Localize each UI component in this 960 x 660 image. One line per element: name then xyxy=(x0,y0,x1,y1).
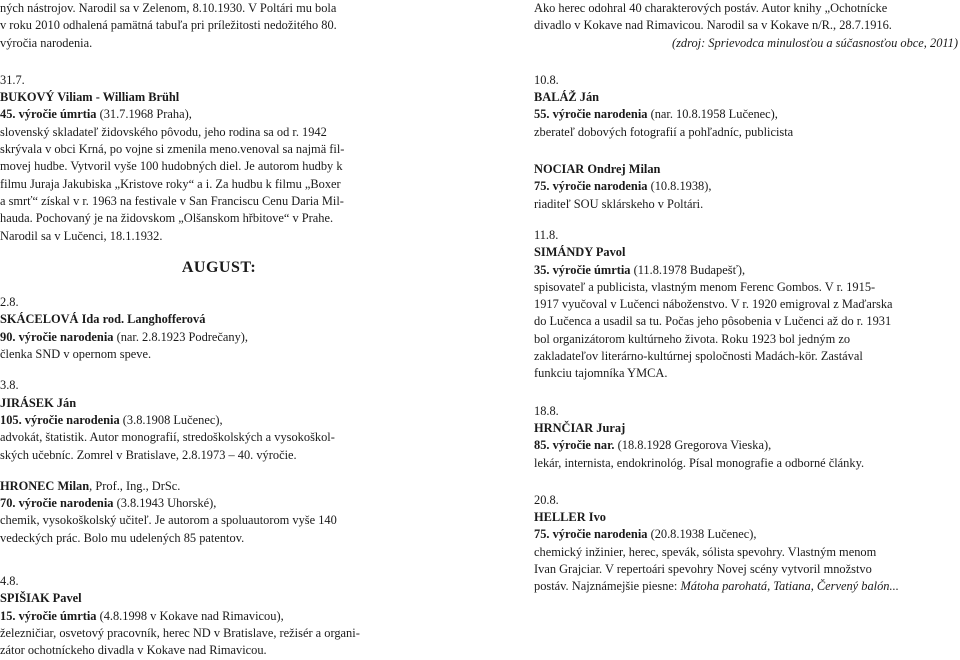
anniversary-detail: (nar. 10.8.1958 Lučenec), xyxy=(647,107,778,122)
entry-name: SKÁCELOVÁ Ida rod. Langhofferová xyxy=(0,312,206,327)
entry-anniversary xyxy=(0,106,438,123)
entry-date: 18.8. xyxy=(534,403,559,418)
entry-name: HELLER Ivo xyxy=(534,510,606,525)
entry-hrnciar xyxy=(534,403,958,472)
entry-date: 10.8. xyxy=(534,72,559,87)
anniversary-label: 35. výročie úmrtia xyxy=(534,262,631,277)
entry-anniversary xyxy=(534,526,958,543)
entry-name: SPIŠIAK Pavel xyxy=(0,591,82,606)
entry-text-line: riaditeľ SOU sklárskeho v Poltári. xyxy=(534,196,704,211)
entry-balaz xyxy=(534,72,958,141)
entry-text-line: slovenský skladateľ židovského pôvodu, jeho rodina sa od r. 1942 xyxy=(0,124,327,139)
entry-anniversary xyxy=(0,412,438,429)
right-column xyxy=(534,0,958,596)
intro-line: Ako herec odohral 40 charakterových postáv. Autor knihy „Ochotnícke xyxy=(534,1,888,15)
entry-jirasek xyxy=(0,377,438,463)
anniversary-label: 85. výročie nar. xyxy=(534,438,615,453)
entry-text-line: zberateľ dobových fotografií a pohľadníc, publicista xyxy=(534,124,794,139)
anniversary-detail: (nar. 2.8.1923 Podrečany), xyxy=(113,329,249,344)
entry-text-line: a smrť“ získal v r. 1963 na festivale v San Franciscu Cenu Daria Mil- xyxy=(0,193,344,208)
entry-text-line: hauda. Pochovaný je na židovskom „Olšanskom hřbitove“ v Prahe. xyxy=(0,211,334,226)
entry-name-line xyxy=(0,478,438,495)
entry-text-line: do Lučenca a usadil sa tu. Počas jeho pôsobenia v Lučenci až do r. 1931 xyxy=(534,314,892,329)
entry-anniversary xyxy=(534,437,958,454)
entry-date: 3.8. xyxy=(0,378,19,393)
anniversary-detail: (31.7.1968 Praha), xyxy=(96,107,192,122)
intro-line: ných nástrojov. Narodil sa v Zelenom, 8.10.1930. V Poltári mu bola xyxy=(0,1,337,15)
left-column xyxy=(0,0,438,660)
anniversary-detail: (3.8.1943 Uhorské), xyxy=(113,496,217,511)
entry-text-line: ských učebníc. Zomrel v Bratislave, 2.8.1973 – 40. výročie. xyxy=(0,447,297,462)
anniversary-detail: (4.8.1998 v Kokave nad Rimavicou), xyxy=(96,608,284,623)
entry-anniversary xyxy=(534,106,958,123)
intro-line: výročia narodenia. xyxy=(0,35,93,50)
anniversary-label: 15. výročie úmrtia xyxy=(0,608,97,623)
entry-name: SIMÁNDY Pavol xyxy=(534,245,626,260)
anniversary-label: 70. výročie narodenia xyxy=(0,496,114,511)
entry-name: HRONEC Milan xyxy=(0,478,90,493)
entry-heller xyxy=(534,492,958,596)
entry-anniversary xyxy=(0,608,438,625)
entry-nociar xyxy=(534,161,958,213)
entry-text-line: železničiar, osvetový pracovník, herec ND v Bratislave, režisér a organi- xyxy=(0,625,360,640)
entry-name: HRNČIAR Juraj xyxy=(534,420,626,435)
anniversary-label: 45. výročie úmrtia xyxy=(0,107,97,122)
entry-text-line: spisovateľ a publicista, vlastným menom Ferenc Gombos. V r. 1915- xyxy=(534,279,876,294)
entry-spisiak xyxy=(0,573,438,659)
entry-date: 4.8. xyxy=(0,574,19,589)
entry-text-line: členka SND v opernom speve. xyxy=(0,347,152,362)
anniversary-detail: (3.8.1908 Lučenec), xyxy=(119,412,223,427)
anniversary-detail: (18.8.1928 Gregorova Vieska), xyxy=(614,438,772,453)
entry-name: BALÁŽ Ján xyxy=(534,90,600,105)
entry-name: JIRÁSEK Ján xyxy=(0,395,77,410)
anniversary-label: 105. výročie narodenia xyxy=(0,412,120,427)
entry-text-line: funkciu tajomníka YMCA. xyxy=(534,366,668,381)
source-note: (zdroj: Sprievodca minulosťou a súčasnosťou obce, 2011) xyxy=(671,35,958,50)
entry-text-line xyxy=(534,578,958,595)
entry-text-line: vedeckých prác. Bolo mu udelených 85 patentov. xyxy=(0,530,245,545)
entry-text-line: skrývala v obci Krná, po vojne si zmenila meno.venoval sa najmä fil- xyxy=(0,142,345,157)
anniversary-detail: (11.8.1978 Budapešť), xyxy=(630,262,746,277)
entry-text-line: bol organizátorom kultúrneho života. Roku 1923 bol jedným zo xyxy=(534,331,851,346)
entry-date: 20.8. xyxy=(534,492,559,507)
entry-bukovy xyxy=(0,72,438,245)
anniversary-label: 75. výročie narodenia xyxy=(534,527,648,542)
anniversary-label: 75. výročie narodenia xyxy=(534,179,648,194)
intro-line: divadlo v Kokave nad Rimavicou. Narodil sa v Kokave n/R., 28.7.1916. xyxy=(534,18,892,33)
entry-text-line: zakladateľov literárno-kultúrnej spoločnosti Madách-kör. Zastával xyxy=(534,349,863,364)
entry-text-line: chemický inžinier, herec, spevák, sólista spevohry. Vlastným menom xyxy=(534,544,877,559)
anniversary-label: 90. výročie narodenia xyxy=(0,329,114,344)
song-titles: Mátoha parohatá, Tatiana, Červený balón... xyxy=(680,579,899,594)
entry-text-line: lekár, internista, endokrinológ. Písal monografie a odborné články. xyxy=(534,455,865,470)
entry-text-line: zátor ochotníckeho divadla v Kokave nad Rimavicou. xyxy=(0,643,267,658)
entry-name: NOCIAR Ondrej Milan xyxy=(534,162,661,177)
entry-name: BUKOVÝ Viliam - William Brühl xyxy=(0,90,180,105)
entry-date: 31.7. xyxy=(0,72,25,87)
entry-text-line: chemik, vysokoškolský učiteľ. Je autorom a spoluautorom vyše 140 xyxy=(0,513,337,528)
entry-text-line: Narodil sa v Lučenci, 18.1.1932. xyxy=(0,228,163,243)
entry-date: 2.8. xyxy=(0,295,19,310)
anniversary-label: 55. výročie narodenia xyxy=(534,107,648,122)
entry-text-line: advokát, štatistik. Autor monografií, stredoškolských a vysokoškol- xyxy=(0,430,335,445)
entry-text-line: 1917 vyučoval v Lučenci náboženstvo. V r. 1920 emigroval z Maďarska xyxy=(534,297,893,312)
entry-simandy xyxy=(534,227,958,383)
entry-anniversary xyxy=(0,495,438,512)
entry-anniversary xyxy=(0,329,438,346)
entry-text-line: movej hudbe. Vytvoril vyše 100 hudobných diel. Je autorom hudby k xyxy=(0,159,343,174)
entry-skacelova xyxy=(0,294,438,363)
entry-text-prefix: postáv. Najznámejšie piesne: xyxy=(534,579,681,594)
anniversary-detail: (10.8.1938), xyxy=(647,179,712,194)
entry-text-line: filmu Juraja Jakubiska „Kristove roky“ a i. Za hudbu k filmu „Boxer xyxy=(0,176,341,191)
entry-name-suffix: , Prof., Ing., DrSc. xyxy=(89,478,181,493)
intro-line: v roku 2010 odhalená pamätná tabuľa pri príležitosti nedožitého 80. xyxy=(0,18,337,33)
section-heading: AUGUST: xyxy=(181,258,257,276)
entry-anniversary xyxy=(534,178,958,195)
entry-hronec xyxy=(0,478,438,547)
entry-date: 11.8. xyxy=(534,227,559,242)
entry-text-line: Ivan Grajciar. V repertoári spevohry Novej scény vytvoril množstvo xyxy=(534,562,872,577)
entry-anniversary xyxy=(534,262,958,279)
anniversary-detail: (20.8.1938 Lučenec), xyxy=(647,527,757,542)
